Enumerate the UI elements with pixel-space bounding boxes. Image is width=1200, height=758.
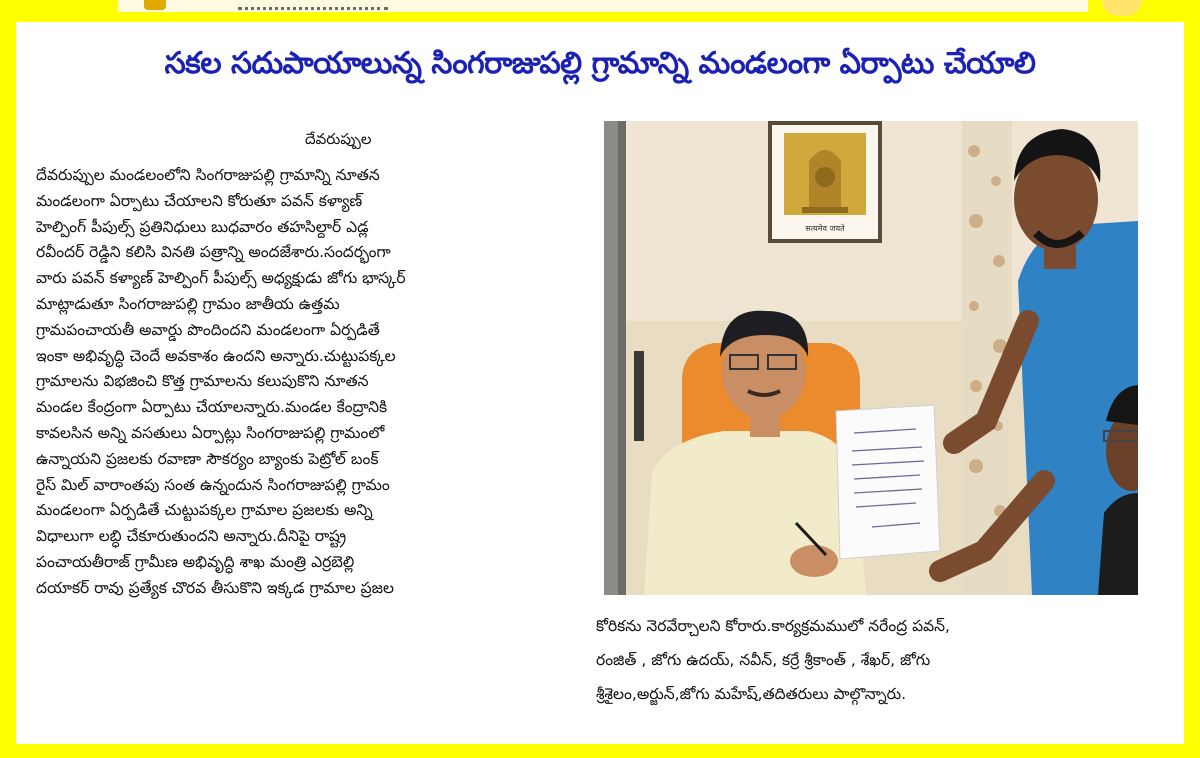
article-line: దయాకర్ రావు ప్రత్యేక చొరవ తీసుకొని ఇక్కడ గ్రామాల ప్రజల (36, 578, 394, 597)
masthead-strip (118, 0, 1088, 12)
news-clipping (16, 22, 1184, 744)
emblem-motto: सत्यमेव जयते (805, 224, 845, 233)
article-line: పంచాయతీరాజ్ గ్రామీణ అభివృద్ధి శాఖ మంత్రి ఎర్రబెల్లి (36, 552, 355, 571)
article-line: వారు పవన్ కళ్యాణ్ హెల్పింగ్ పీపుల్స్ అధ్యక్షుడు జోగు భాస్కర్ (36, 269, 406, 288)
article-line: ఇంకా అభివృద్ధి చెందే అవకాశం ఉందని అన్నారు.చుట్టుపక్కల (36, 346, 396, 365)
article-line: మండల కేంద్రంగా ఏర్పాటు చేయాలన్నారు.మండల కేంద్రానికి (36, 398, 388, 417)
petition-letter (836, 405, 940, 559)
masthead-logo-fragment (144, 0, 166, 10)
article-line: మాట్లాడుతూ సింగరాజుపల్లి గ్రామం జాతీయ ఉత్తమ (36, 294, 340, 313)
caption-line: శ్రీశైలం,అర్జున్,జోగు మహేష్,తదితరులు పాల్గొన్నారు. (596, 685, 907, 703)
article-line: మండలంగా ఏర్పాటు చేయాలని కోరుతూ పవన్ కళ్యాణ్ (36, 191, 363, 210)
article-line: గ్రామాలను విభజించి కొత్త గ్రామాలను కలుపుకొని నూతన (36, 372, 369, 391)
article-line: రవీందర్ రెడ్డిని కలిసి వినతి పత్రాన్ని అందజేశారు.సందర్భంగా (36, 243, 391, 262)
article-line: హెల్పింగ్ పీపుల్స్ ప్రతినిధులు బుధవారం తహసిల్దార్ ఎడ్ల (36, 217, 369, 236)
article-line: విధాలుగా లబ్ధి చేకూరుతుందని అన్నారు.దీనిపై రాష్ట్ర (36, 527, 347, 546)
corner-badge (1102, 0, 1142, 16)
article-line: ఉన్నాయని ప్రజలకు రవాణా సౌకర్యం బ్యాంకు పెట్రోల్ బంక్ (36, 449, 379, 468)
article-body (36, 163, 596, 602)
article-line: కావలసిన అన్ని వసతులు ఏర్పాట్లు సింగరాజుపల్లి గ్రామంలో (36, 423, 385, 442)
emblem-frame (770, 123, 880, 241)
dateline: దేవరుప్పుల (305, 130, 372, 148)
masthead-text-fragment (238, 1, 388, 10)
article-line: మండలంగా ఏర్పడితే చుట్టుపక్కల గ్రామాల ప్రజలకు అన్ని (36, 501, 373, 520)
article-line: రైస్ మిల్ వారాంతపు సంత ఉన్నందున సింగరాజుపల్లి గ్రామం (36, 475, 390, 494)
caption-line: కోరికను నెరవేర్చాలని కోరారు.కార్యక్రమములో నరేంద్ర పవన్, (596, 617, 950, 635)
headline: సకల సదుపాయాలున్న సింగరాజుపల్లి గ్రామాన్ని మండలంగా ఏర్పాటు చేయాలి (164, 46, 1036, 81)
article-line: దేవరుప్పుల మండలంలోని సింగరాజుపల్లి గ్రామాన్ని నూతన (36, 166, 380, 184)
article-line: గ్రామపంచాయతీ అవార్డు పొందిందని మండలంగా ఏర్పడితే (36, 320, 380, 339)
caption-line: రంజిత్ , జోగు ఉదయ్, నవీన్, కర్రే శ్రీకాంత్ , శేఖర్, జోగు (596, 651, 931, 669)
photo-caption (596, 609, 1156, 711)
news-photo (604, 121, 1138, 595)
